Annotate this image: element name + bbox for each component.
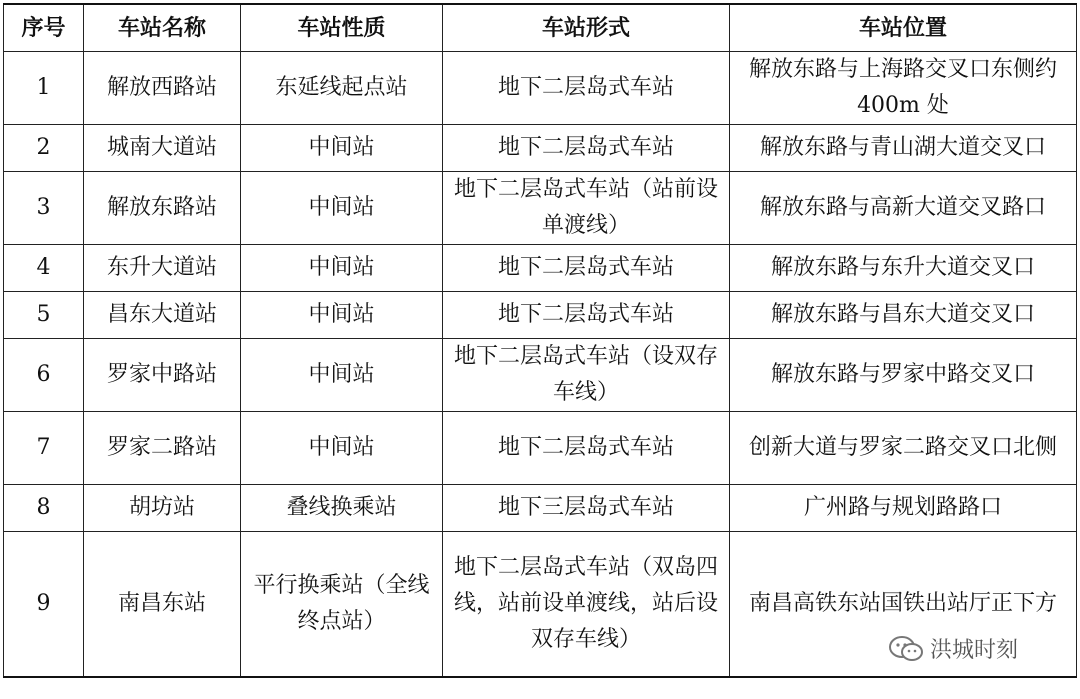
cell-no: 7 <box>4 412 84 485</box>
header-no: 序号 <box>4 4 84 52</box>
cell-location: 解放东路与昌东大道交叉口 <box>730 292 1077 339</box>
cell-name: 罗家二路站 <box>84 412 241 485</box>
cell-type: 中间站 <box>241 292 443 339</box>
wechat-icon <box>888 635 924 663</box>
cell-no: 8 <box>4 485 84 532</box>
cell-type: 中间站 <box>241 339 443 412</box>
cell-location: 解放东路与青山湖大道交叉口 <box>730 125 1077 172</box>
watermark <box>882 631 1024 666</box>
header-form: 车站形式 <box>443 4 730 52</box>
cell-no: 3 <box>4 172 84 245</box>
cell-type: 中间站 <box>241 172 443 245</box>
cell-location: 解放东路与罗家中路交叉口 <box>730 339 1077 412</box>
table-row <box>4 245 1077 292</box>
cell-no: 4 <box>4 245 84 292</box>
header-name: 车站名称 <box>84 4 241 52</box>
cell-location: 解放东路与高新大道交叉路口 <box>730 172 1077 245</box>
table-row <box>4 172 1077 245</box>
cell-no: 2 <box>4 125 84 172</box>
cell-location: 解放东路与上海路交叉口东侧约 400m 处 <box>730 52 1077 125</box>
table-row <box>4 125 1077 172</box>
header-location: 车站位置 <box>730 4 1077 52</box>
table-row <box>4 292 1077 339</box>
header-row <box>4 4 1077 52</box>
cell-no: 6 <box>4 339 84 412</box>
cell-form: 地下二层岛式车站 <box>443 52 730 125</box>
table-row <box>4 339 1077 412</box>
cell-form: 地下二层岛式车站（设双存车线） <box>443 339 730 412</box>
cell-type: 中间站 <box>241 125 443 172</box>
table-row <box>4 52 1077 125</box>
cell-no: 9 <box>4 532 84 678</box>
cell-location: 南昌高铁东站国铁出站厅正下方 <box>730 532 1077 678</box>
header-type: 车站性质 <box>241 4 443 52</box>
cell-no: 5 <box>4 292 84 339</box>
watermark-text: 洪城时刻 <box>930 638 1019 663</box>
cell-name: 东升大道站 <box>84 245 241 292</box>
table-row <box>4 412 1077 485</box>
cell-type: 东延线起点站 <box>241 52 443 125</box>
cell-name: 罗家中路站 <box>84 339 241 412</box>
cell-type: 叠线换乘站 <box>241 485 443 532</box>
cell-form: 地下二层岛式车站 <box>443 125 730 172</box>
cell-no: 1 <box>4 52 84 125</box>
station-table <box>3 3 1077 678</box>
cell-name: 城南大道站 <box>84 125 241 172</box>
cell-name: 解放东路站 <box>84 172 241 245</box>
cell-form: 地下二层岛式车站（站前设单渡线） <box>443 172 730 245</box>
table-row <box>4 485 1077 532</box>
cell-type: 中间站 <box>241 245 443 292</box>
cell-form: 地下二层岛式车站 <box>443 292 730 339</box>
cell-location: 创新大道与罗家二路交叉口北侧 <box>730 412 1077 485</box>
cell-location: 广州路与规划路路口 <box>730 485 1077 532</box>
cell-type: 平行换乘站（全线终点站） <box>241 532 443 678</box>
cell-name: 解放西路站 <box>84 52 241 125</box>
cell-form: 地下二层岛式车站 <box>443 245 730 292</box>
cell-type: 中间站 <box>241 412 443 485</box>
cell-name: 昌东大道站 <box>84 292 241 339</box>
cell-name: 胡坊站 <box>84 485 241 532</box>
cell-location: 解放东路与东升大道交叉口 <box>730 245 1077 292</box>
cell-form: 地下二层岛式车站 <box>443 412 730 485</box>
cell-form: 地下三层岛式车站 <box>443 485 730 532</box>
cell-form: 地下二层岛式车站（双岛四线，站前设单渡线，站后设双存车线） <box>443 532 730 678</box>
cell-name: 南昌东站 <box>84 532 241 678</box>
